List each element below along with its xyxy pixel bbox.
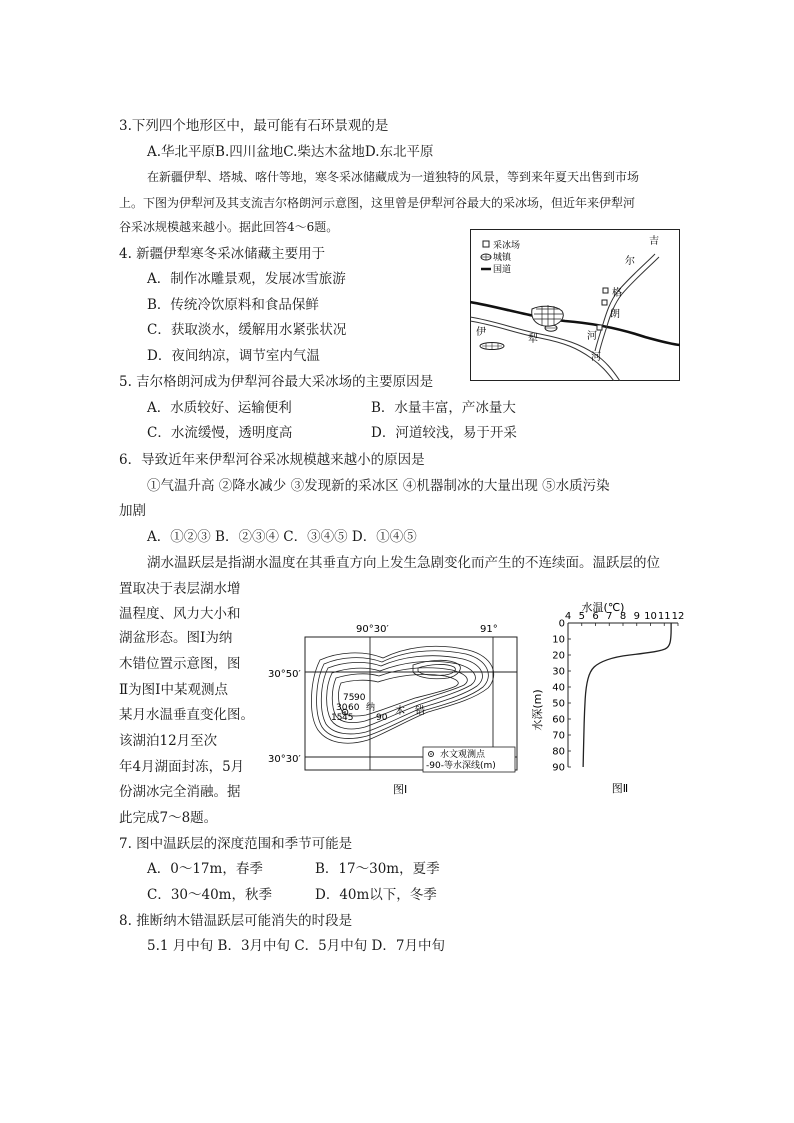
legend-obs-label: 水文观测点 [440, 750, 486, 760]
q8-stem: 8. 推断纳木错温跃层可能消失的时段是 [119, 913, 353, 929]
label-he2: 河 [591, 352, 601, 363]
y-tick-label: 90 [552, 762, 565, 774]
fig1-lat1: 30°50′ [268, 669, 301, 680]
depth-label-na: 纳 [366, 703, 376, 713]
y-tick-label: 20 [552, 650, 565, 662]
q5-stem: 5. 吉尔格朗河成为伊犁河谷最大采冰场的主要原因是 [119, 374, 434, 390]
passage1-line1: 在新疆伊犁、塔城、喀什等地，寒冬采冰储藏成为一道独特的风景，等到来年夏天出售到市场 [147, 170, 640, 184]
legend-ice-label: 采冰场 [493, 241, 521, 251]
x-tick-label: 8 [619, 611, 627, 622]
legend-town-label: 城镇 [493, 253, 512, 263]
ice-field-2 [480, 343, 504, 350]
q7-stem: 7. 图中温跃层的深度范围和季节可能是 [119, 836, 353, 852]
q4-option-b: B．传统冷饮原料和食品保鲜 [147, 297, 319, 313]
ice-field-1 [532, 305, 564, 326]
q6-stem: 6．导致近年来伊犁河谷采冰规模越来越小的原因是 [119, 452, 425, 468]
depth-label-30: 30 [336, 703, 348, 713]
q5-option-b: B．水量丰富，产冰量大 [371, 400, 516, 416]
ili-river-map [470, 229, 680, 381]
ice-pit-1 [603, 288, 608, 293]
chart-title: 水温(℃) [581, 601, 625, 614]
passage2-line1: 湖水温跃层是指湖水温度在其垂直方向上发生急剧变化而产生的不连续面。温跃层的位 [147, 555, 660, 571]
y-tick-label: 0 [558, 618, 565, 630]
q7-option-c: C．30～40m，秋季 [147, 887, 272, 903]
ice-pit-2 [602, 300, 607, 305]
q7-option-d: D．40m以下，冬季 [315, 887, 437, 903]
label-ji: 吉 [649, 236, 659, 247]
figure-2-temperature-chart [528, 595, 688, 800]
depth-label-90a: 90 [354, 693, 366, 703]
x-tick-label: 11 [657, 611, 671, 622]
passage2-side-1: 置取决于表层湖水增 [119, 581, 241, 597]
q7-option-a: A．0～17m，春季 [147, 861, 263, 877]
passage2-side-8: 年4月湖面封冻，5月 [119, 759, 245, 775]
y-tick-label: 80 [552, 746, 565, 758]
q3-stem: 3.下列四个地形区中，最可能有石环景观的是 [119, 118, 389, 134]
fig1-caption: 图Ⅰ [393, 783, 408, 796]
lake-name-mu: 木 [395, 706, 405, 717]
q6-items: ①气温升高 ②降水减少 ③发现新的采冰区 ④机器制冰的大量出现 ⑤水质污染 [147, 478, 610, 494]
fig2-caption: 图Ⅱ [611, 782, 629, 795]
temperature-curve [583, 623, 671, 767]
label-er: 尔 [625, 256, 635, 267]
q4-option-d: D．夜间纳凉，调节室内气温 [147, 348, 320, 364]
passage2-side-6: 某月水温垂直变化图。 [119, 707, 254, 723]
y-tick-label: 70 [552, 730, 565, 742]
x-tick-label: 9 [633, 611, 640, 622]
figure-1-namco-map [268, 620, 520, 800]
q6-options: A．①②③ B．②③④ C．③④⑤ D．①④⑤ [147, 529, 417, 545]
y-tick-label: 40 [552, 682, 565, 694]
fig1-lon2: 91° [480, 624, 498, 635]
legend-iso-label: -90-等水深线(m) [426, 761, 496, 771]
depth-label-45: 45 [342, 713, 354, 723]
depth-label-90b: 90 [376, 713, 388, 723]
legend-road-label: 国道 [493, 265, 512, 275]
y-tick-label: 10 [552, 634, 565, 646]
passage2-side-7: 该湖泊12月至次 [119, 733, 218, 749]
x-tick-label: 5 [578, 611, 585, 622]
depth-label-15: 15 [331, 713, 343, 723]
q4-option-a: A．制作冰雕景观，发展冰雪旅游 [147, 271, 346, 287]
q5-option-d: D．河道较浅，易于开采 [371, 425, 517, 441]
q7-option-b: B．17～30m，夏季 [315, 861, 440, 877]
fig1-lon1: 90°30′ [356, 624, 389, 635]
y-tick-label: 30 [552, 666, 565, 678]
q6-items-cont: 加剧 [119, 503, 146, 519]
passage1-line2: 上。下图为伊犁河及其支流吉尔格朗河示意图，这里曾是伊犁河谷最大的采冰场，但近年来伊犁河 [119, 196, 636, 210]
y-tick-label: 50 [552, 698, 565, 710]
passage1-line3: 谷采冰规模越来越小。据此回答4～6题。 [119, 220, 339, 234]
label-he1: 河 [587, 331, 597, 342]
label-yi: 伊 [476, 327, 486, 338]
isobath-contours [311, 646, 493, 743]
label-ge: 格 [612, 288, 622, 299]
chart-y-label: 水深(m) [531, 689, 544, 731]
passage2-side-2: 温程度、风力大小和 [119, 606, 241, 622]
q5-option-c: C．水流缓慢，透明度高 [147, 425, 293, 441]
lake-name-cuo: 错 [415, 706, 425, 717]
q4-stem: 4. 新疆伊犁寒冬采冰储藏主要用于 [119, 246, 326, 262]
passage2-side-9: 份湖冰完全消融。据 [119, 784, 241, 800]
passage2-side-3: 湖盆形态。图Ⅰ为纳 [119, 630, 233, 646]
q4-option-c: C．获取淡水，缓解用水紧张状况 [147, 322, 347, 338]
x-tick-label: 4 [564, 611, 572, 622]
fig1-lat2: 30°30′ [268, 754, 301, 765]
y-tick-label: 60 [552, 714, 565, 726]
x-tick-label: 12 [671, 611, 685, 622]
label-lang: 朗 [610, 309, 620, 320]
x-tick-label: 6 [592, 611, 599, 622]
passage2-side-10: 此完成7～8题。 [119, 810, 218, 826]
ice-pit-3 [597, 325, 602, 330]
passage2-side-4: 木错位置示意图，图 [119, 656, 241, 672]
passage2-side-5: Ⅱ为图Ⅰ中某观测点 [119, 682, 229, 698]
x-tick-label: 7 [606, 611, 613, 622]
x-tick-label: 10 [644, 611, 657, 622]
label-li: 犁 [528, 334, 538, 345]
depth-label-60: 60 [348, 703, 360, 713]
q8-options: 5.1 月中旬 B．3月中旬 C．5月中旬 D．7月中旬 [147, 938, 445, 954]
depth-label-75: 75 [343, 693, 355, 703]
q3-options: A.华北平原B.四川盆地C.柴达木盆地D.东北平原 [147, 144, 434, 160]
q5-option-a: A．水质较好、运输便利 [147, 400, 292, 416]
